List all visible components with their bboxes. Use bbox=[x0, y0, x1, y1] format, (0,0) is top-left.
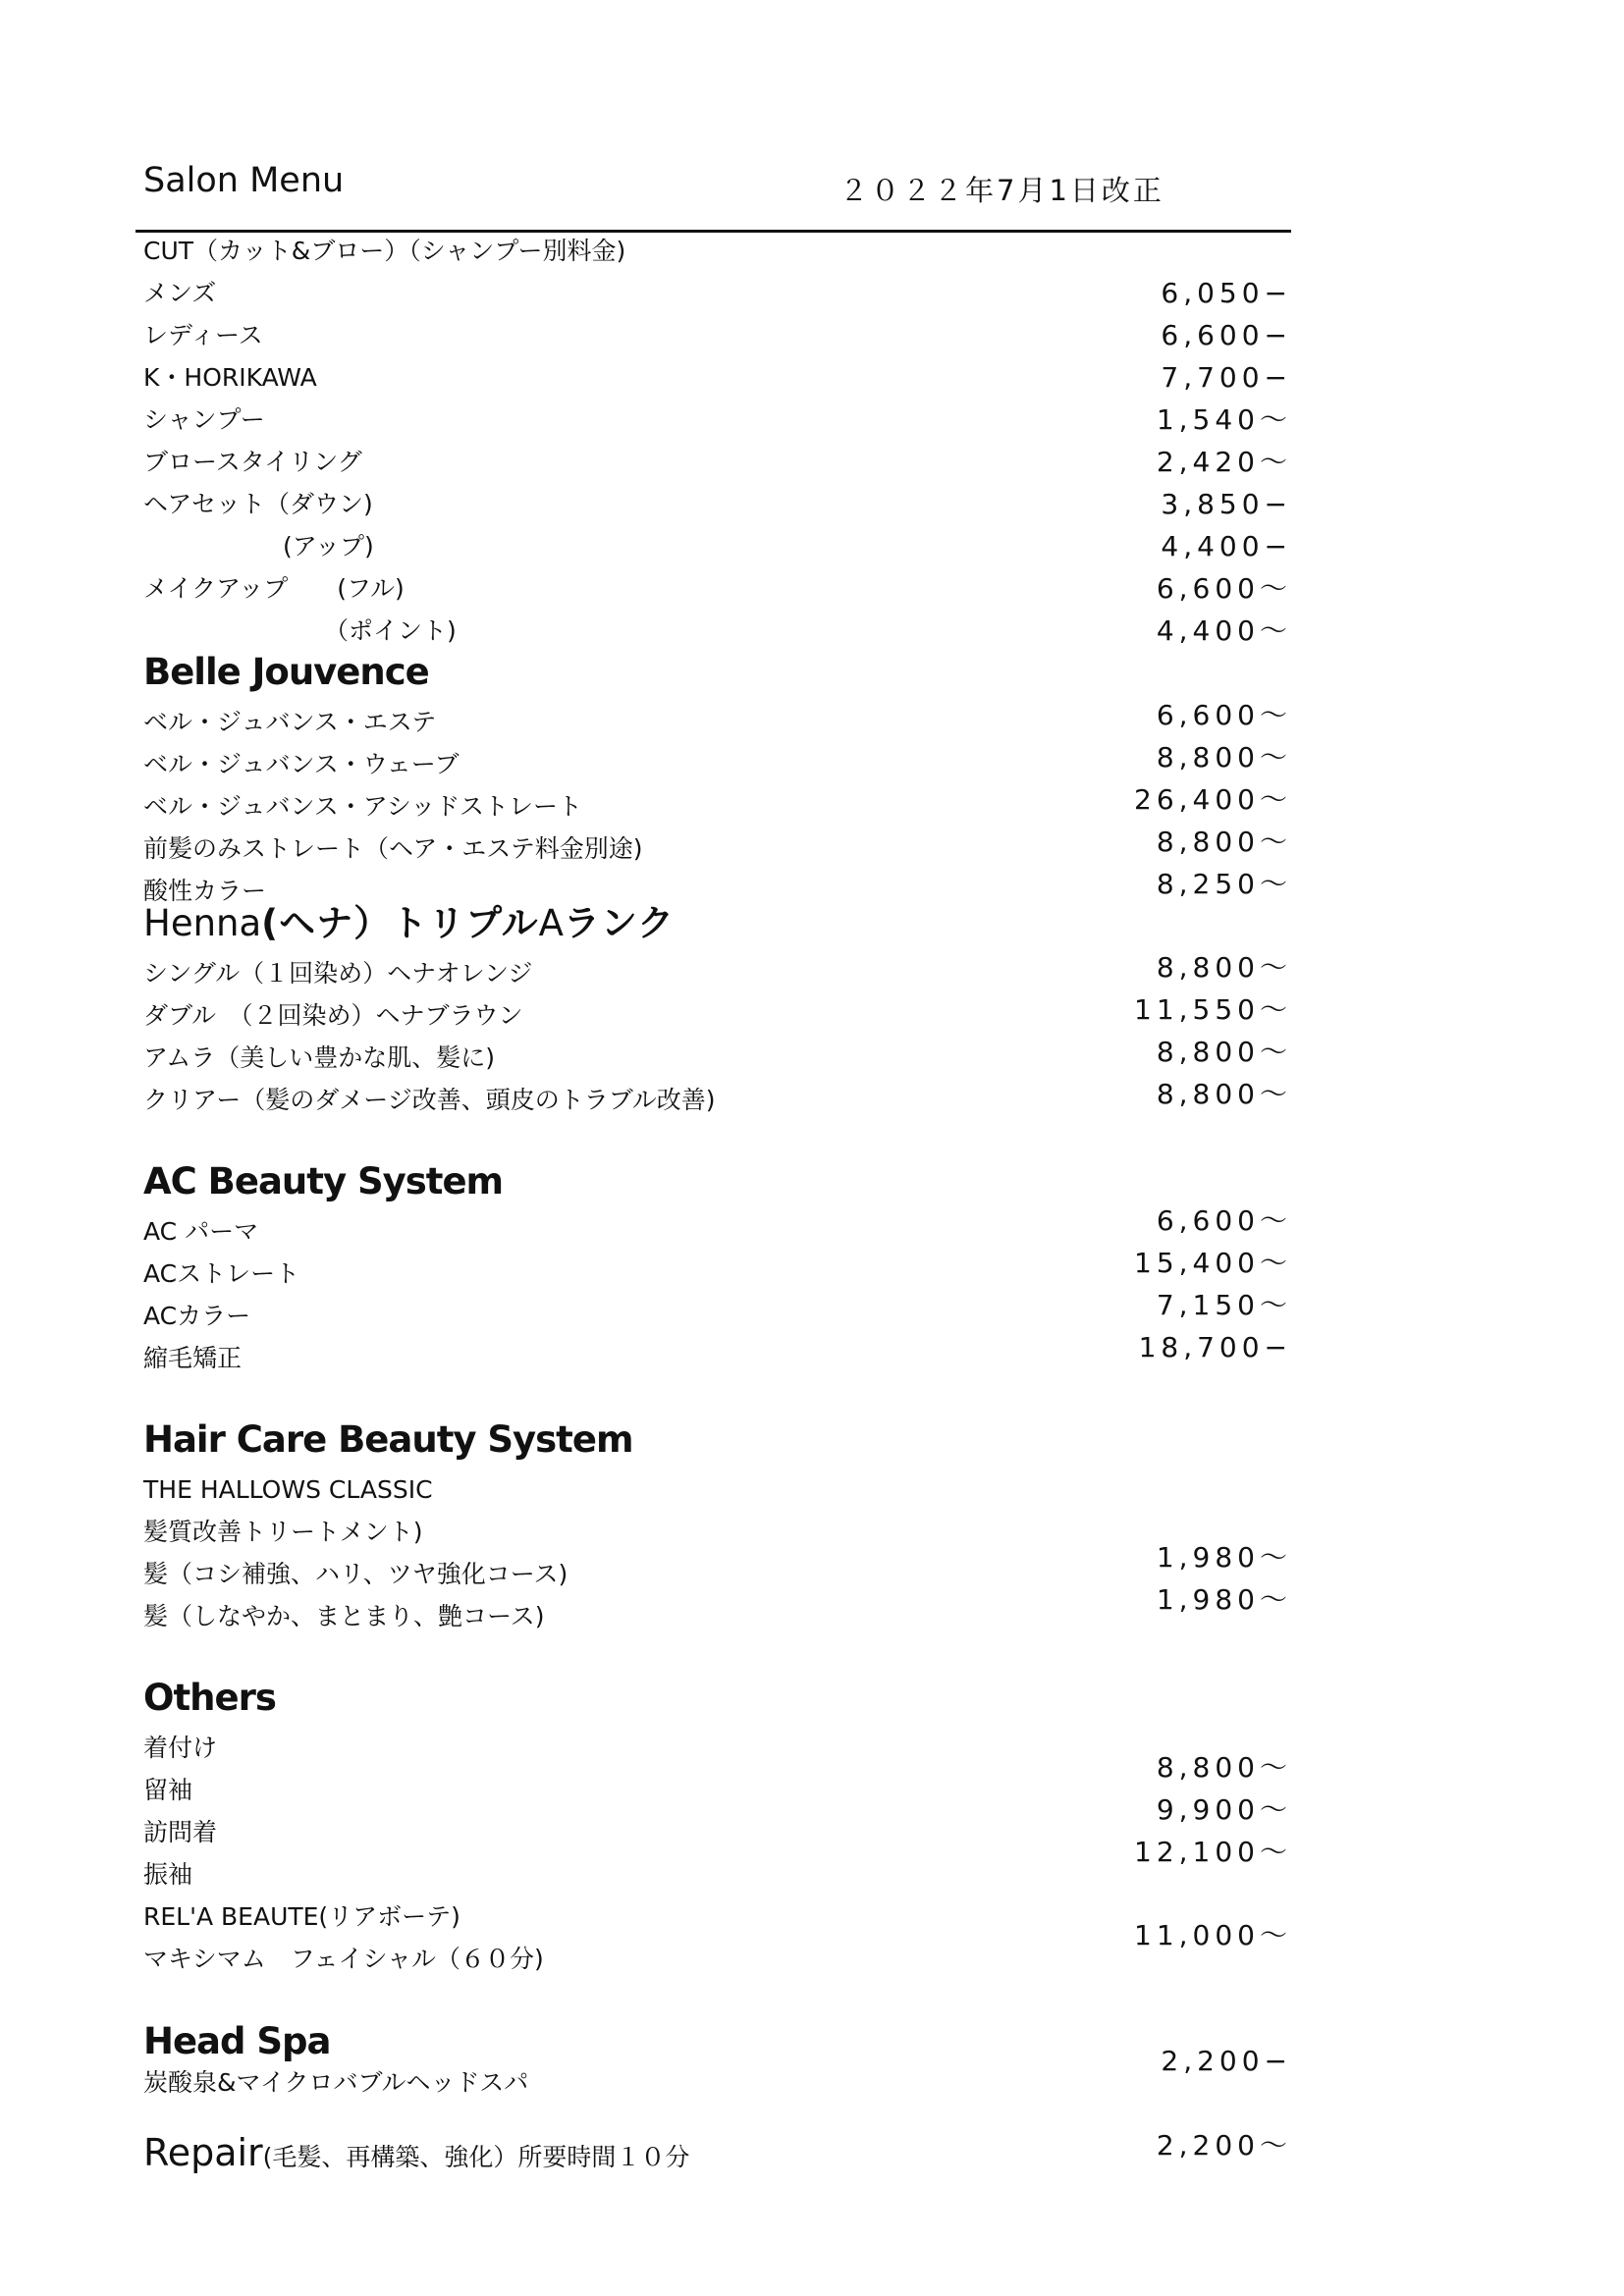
others-item-price: 11,000～ bbox=[1134, 1919, 1292, 1951]
henna-heading-d: ランク bbox=[563, 902, 676, 944]
ac-beauty-heading: AC Beauty System bbox=[143, 1160, 504, 1202]
headspa-item-price: 2,200− bbox=[1161, 2045, 1292, 2077]
henna-item-price: 8,800～ bbox=[1156, 1036, 1292, 1068]
cut-item-label: シャンプー bbox=[143, 405, 265, 434]
cut-item-price: 6,600− bbox=[1161, 319, 1292, 351]
cut-item-price: 6,050− bbox=[1161, 277, 1292, 309]
henna-item-price: 11,550～ bbox=[1134, 993, 1292, 1026]
henna-item-price: 8,800～ bbox=[1156, 1078, 1292, 1110]
henna-heading bbox=[143, 901, 675, 946]
cut-item-price: 7,700− bbox=[1161, 361, 1292, 394]
others-item-label: マキシマム フェイシャル（６０分) bbox=[143, 1945, 544, 1973]
haircare-item-label: THE HALLOWS CLASSIC bbox=[143, 1475, 433, 1504]
ac-item-label: ACカラー bbox=[143, 1302, 251, 1330]
haircare-item-label: 髪（コシ補強、ハリ、ツヤ強化コース) bbox=[143, 1560, 568, 1588]
cut-section-heading: CUT（カット&ブロー）（シャンプー別料金) bbox=[143, 237, 626, 265]
ac-item-label: AC パーマ bbox=[143, 1217, 259, 1246]
cut-item-price: 3,850− bbox=[1161, 488, 1292, 520]
hair-care-heading: Hair Care Beauty System bbox=[143, 1418, 633, 1461]
ac-item-price: 7,150～ bbox=[1156, 1289, 1292, 1321]
ac-item-price: 18,700− bbox=[1138, 1331, 1292, 1363]
others-item-price: 12,100～ bbox=[1134, 1836, 1292, 1868]
belle-item-price: 8,800～ bbox=[1156, 741, 1292, 774]
cut-item-price: 2,420～ bbox=[1156, 446, 1292, 478]
cut-item-label: ブロースタイリング bbox=[143, 448, 362, 476]
belle-item-price: 6,600～ bbox=[1156, 699, 1292, 731]
menu-title: Salon Menu bbox=[143, 161, 345, 200]
haircare-item-price: 1,980～ bbox=[1156, 1583, 1292, 1616]
belle-item-price: 8,250～ bbox=[1156, 868, 1292, 900]
repair-detail: (毛髪、再構築、強化）所要時間１０分 bbox=[262, 2143, 690, 2171]
cut-item-label: メイクアップ (フル) bbox=[143, 574, 405, 603]
belle-item-price: 8,800～ bbox=[1156, 826, 1292, 858]
others-item-price: 9,900～ bbox=[1156, 1793, 1292, 1826]
cut-item-label: ヘアセット（ダウン) bbox=[143, 490, 373, 518]
cut-item-label: (アップ) bbox=[283, 532, 374, 561]
others-item-label: REL'A BEAUTE(リアボーテ) bbox=[143, 1902, 460, 1931]
henna-item-label: クリアー（髪のダメージ改善、頭皮のトラブル改善) bbox=[143, 1086, 716, 1114]
repair-line bbox=[143, 2130, 689, 2183]
belle-item-label: ベル・ジュバンス・アシッドストレート bbox=[143, 792, 583, 821]
henna-item-label: シングル（１回染め）ヘナオレンジ bbox=[143, 959, 533, 988]
cut-item-label: K・HORIKAWA bbox=[143, 363, 317, 392]
belle-item-label: 前髪のみストレート（ヘア・エステ料金別途) bbox=[143, 834, 643, 863]
repair-title: Repair bbox=[143, 2131, 263, 2174]
others-item-price: 8,800～ bbox=[1156, 1751, 1292, 1784]
haircare-item-price: 1,980～ bbox=[1156, 1541, 1292, 1574]
others-item-label: 振袖 bbox=[143, 1860, 193, 1889]
cut-item-price: 4,400− bbox=[1161, 530, 1292, 562]
cut-item-price: 6,600～ bbox=[1156, 572, 1292, 605]
henna-heading-a: Henna bbox=[143, 902, 262, 944]
others-item-label: 着付け bbox=[143, 1734, 218, 1762]
cut-item-price: 1,540～ bbox=[1156, 403, 1292, 436]
ac-item-label: 縮毛矯正 bbox=[143, 1344, 243, 1372]
cut-item-label: レディース bbox=[143, 321, 263, 349]
ac-item-price: 15,400～ bbox=[1134, 1247, 1292, 1279]
others-heading: Others bbox=[143, 1677, 276, 1719]
henna-item-label: アムラ（美しい豊かな肌、髪に) bbox=[143, 1043, 496, 1072]
head-spa-heading: Head Spa bbox=[143, 2020, 331, 2062]
headspa-item-label: 炭酸泉&マイクロバブルヘッドスパ bbox=[143, 2068, 529, 2097]
belle-item-label: ベル・ジュバンス・エステ bbox=[143, 708, 437, 736]
henna-heading-c: A bbox=[538, 902, 564, 944]
cut-item-price: 4,400～ bbox=[1156, 614, 1292, 647]
haircare-item-label: 髪（しなやか、まとまり、艶コース) bbox=[143, 1602, 545, 1630]
repair-price: 2,200～ bbox=[1156, 2129, 1292, 2162]
ac-item-price: 6,600～ bbox=[1156, 1204, 1292, 1237]
ac-item-label: ACストレート bbox=[143, 1259, 300, 1288]
belle-item-price: 26,400～ bbox=[1134, 783, 1292, 816]
others-item-label: 留袖 bbox=[143, 1776, 193, 1804]
henna-item-label: ダブル （２回染め）ヘナブラウン bbox=[143, 1001, 523, 1030]
cut-item-label: メンズ bbox=[143, 279, 217, 307]
cut-item-label: （ポイント) bbox=[324, 616, 457, 645]
henna-heading-b: (ヘナ）トリプル bbox=[261, 902, 539, 944]
header-divider bbox=[135, 230, 1291, 233]
belle-jouvence-heading: Belle Jouvence bbox=[143, 651, 429, 693]
belle-item-label: ベル・ジュバンス・ウェーブ bbox=[143, 750, 460, 778]
belle-item-label: 酸性カラー bbox=[143, 877, 267, 905]
haircare-item-label: 髪質改善トリートメント) bbox=[143, 1518, 423, 1546]
henna-item-price: 8,800～ bbox=[1156, 951, 1292, 984]
revision-date: ２０２２年7月1日改正 bbox=[839, 174, 1164, 207]
others-item-label: 訪問着 bbox=[143, 1818, 218, 1846]
